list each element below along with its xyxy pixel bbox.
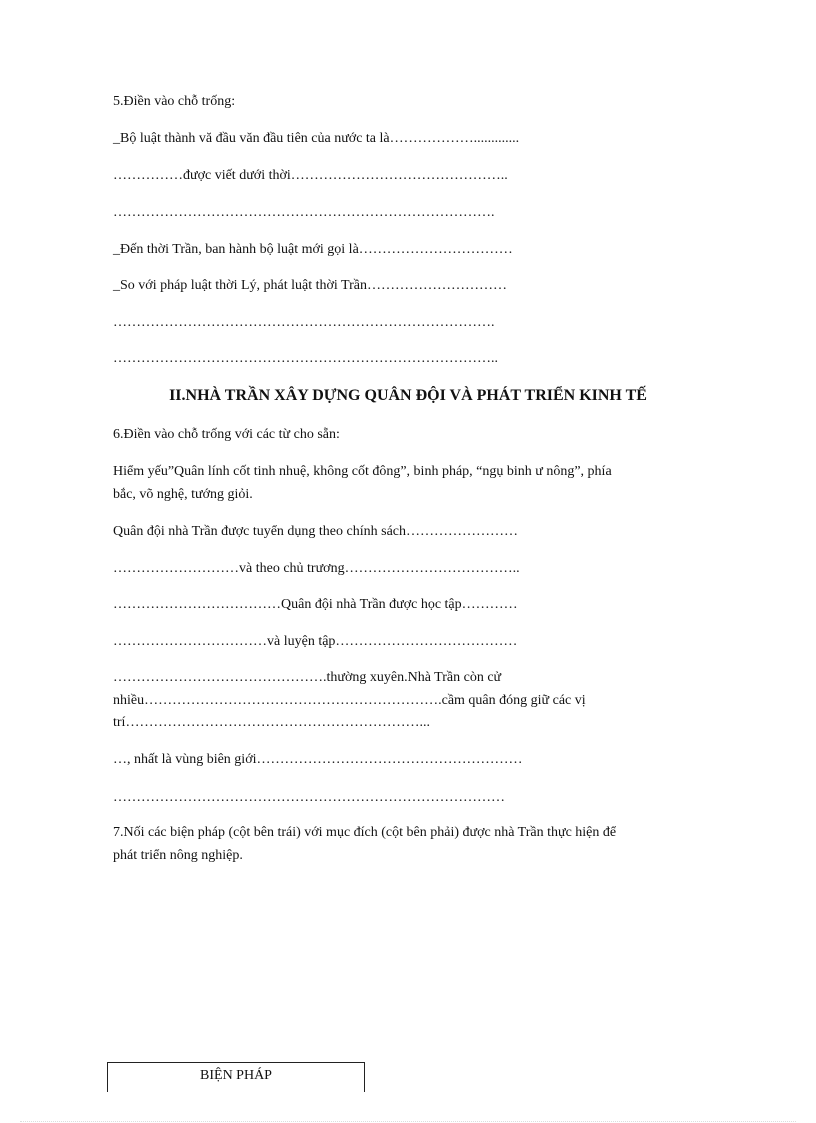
fill-line: ………………………………Quân đội nhà Trần được học tập…………	[113, 597, 518, 612]
fill-line: ……………………………………….thường xuyên.Nhà Trần còn cử	[113, 670, 502, 685]
word-bank-line: bắc, võ nghệ, tướng giỏi.	[113, 487, 253, 502]
question-7-line: phát triển nông nghiệp.	[113, 848, 243, 863]
fill-line: trí………………………………………………………...	[113, 715, 430, 730]
fill-line: …, nhất là vùng biên giới…………………………………………………	[113, 752, 523, 767]
fill-line: ……………………………………………………………………….	[113, 315, 495, 330]
page-edge-divider	[20, 1121, 796, 1122]
fill-line: ……………………………và luyện tập…………………………………	[113, 634, 518, 649]
word-bank-line: Hiểm yếu”Quân lính cốt tinh nhuệ, không cốt đông”, binh pháp, “ngụ binh ư nông”, phía	[113, 464, 612, 479]
fill-line: …………………………………………………………………………	[113, 790, 505, 805]
table-header-measures: BIỆN PHÁP	[200, 1068, 272, 1083]
fill-line: ……………được viết dưới thời………………………………………..	[113, 168, 508, 183]
fill-line: ………………………và theo chủ trương………………………………..	[113, 561, 520, 576]
fill-line: _So với pháp luật thời Lý, phát luật thời Trần…………………………	[113, 278, 507, 293]
question-5-title: 5.Điền vào chỗ trống:	[113, 94, 236, 109]
fill-line: _Bộ luật thành vă đầu văn đầu tiên của nước ta là……………….............	[113, 131, 520, 146]
fill-line: Quân đội nhà Trần được tuyển dụng theo chính sách……………………	[113, 524, 519, 539]
fill-line: ………………………………………………………………………..	[113, 351, 498, 366]
measures-table	[107, 1062, 365, 1092]
question-6-title: 6.Điền vào chỗ trống với các từ cho sẵn:	[113, 427, 340, 442]
question-7-line: 7.Nối các biện pháp (cột bên trái) với mục đích (cột bên phải) được nhà Trần thực hiện để	[113, 825, 617, 840]
section-2-heading: II.NHÀ TRẦN XÂY DỰNG QUÂN ĐỘI VÀ PHÁT TRIỂN KINH TẾ	[169, 387, 647, 404]
fill-line: _Đến thời Trần, ban hành bộ luật mới gọi là……………………………	[113, 242, 513, 257]
fill-line: nhiều……………………………………………………….cầm quân đóng giữ các vị	[113, 693, 586, 708]
fill-line: ……………………………………………………………………….	[113, 205, 495, 220]
